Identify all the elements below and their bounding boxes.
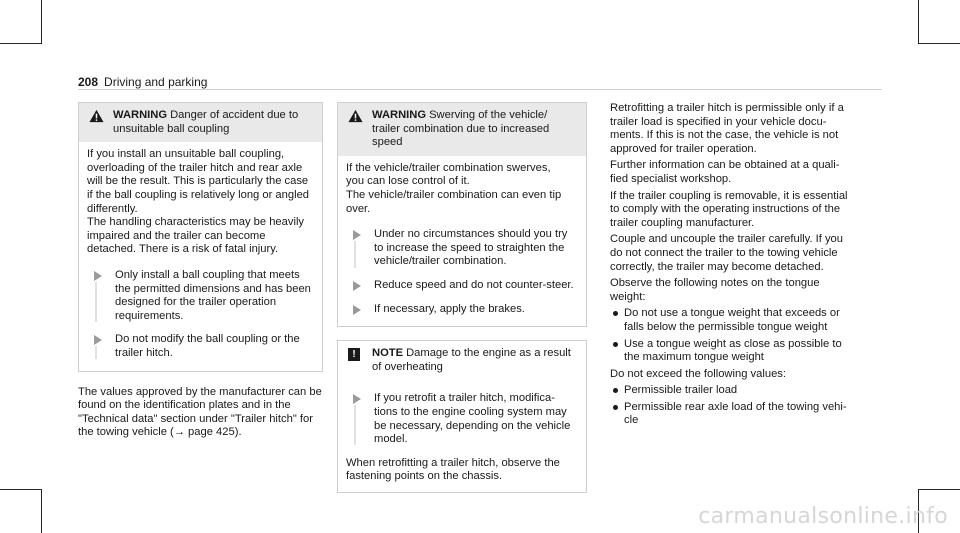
step-bar — [354, 241, 356, 268]
text-line: Under no circumstances should you try — [374, 228, 568, 241]
warning-paragraph — [87, 148, 314, 216]
text-line: Retrofitting a trailer hitch is permissible only if a — [610, 102, 844, 114]
crop-mark — [0, 489, 42, 490]
crop-mark — [41, 489, 42, 533]
list-item — [610, 307, 872, 334]
note-header — [338, 341, 586, 380]
list-item — [610, 384, 872, 398]
crop-mark — [918, 489, 960, 490]
text-line: do not connect the trailer to the towing vehicle — [610, 246, 838, 259]
crop-mark — [918, 0, 919, 44]
text-line: overloading of the trailer hitch and rear axle — [87, 161, 303, 174]
action-step — [346, 303, 578, 317]
warning-title: Danger of accident due to — [170, 109, 299, 121]
text-line: trailer load is specified in your vehicle docu- — [610, 115, 827, 128]
text-line: over. — [346, 202, 371, 215]
page-reference-link[interactable]: the towing vehicle (→ page 425). — [78, 426, 242, 439]
column-1 — [78, 102, 323, 440]
text-line: the permitted dimensions and has been — [115, 282, 311, 295]
text-line: ments. If this is not the case, the vehicle is not — [610, 129, 839, 142]
text-line: model. — [374, 433, 408, 446]
column-3 — [610, 102, 872, 428]
text-line: The handling characteristics may be heavily — [87, 216, 305, 229]
text-line: If you retrofit a trailer hitch, modifica- — [374, 392, 555, 405]
note-title: Damage to the engine as a result — [406, 347, 571, 360]
action-step — [346, 228, 578, 269]
note-keyword: NOTE — [372, 347, 404, 360]
section-title: Driving and parking — [104, 75, 208, 89]
action-step — [87, 333, 314, 360]
warning-paragraph — [346, 189, 578, 216]
arrow-right-icon — [353, 281, 361, 291]
warning-paragraph — [87, 216, 314, 257]
exclamation-icon: ! — [348, 348, 360, 361]
bullet-icon — [613, 388, 618, 393]
warning-title: Swerving of the vehicle/ — [429, 109, 548, 121]
crop-mark — [918, 43, 960, 44]
text-line: If necessary, apply the brakes. — [374, 302, 525, 315]
warning-header — [338, 103, 586, 156]
body-paragraph — [610, 277, 872, 304]
warning-header — [79, 103, 322, 142]
text-line: Do not exceed the following values: — [610, 367, 787, 380]
page-number: 208 — [78, 75, 99, 89]
text-line: cle — [624, 414, 639, 427]
watermark: carmanualsonline.info — [698, 504, 948, 529]
text-line: to increase the speed to straighten the — [374, 241, 565, 254]
text-line: Further information can be obtained at a quali- — [610, 159, 840, 172]
step-bar — [95, 346, 97, 359]
text-line: If you install an unsuitable ball coupling, — [87, 148, 285, 161]
text-line: vehicle/trailer combination. — [374, 255, 507, 268]
bullet-icon — [613, 311, 618, 316]
text-line: tions to the engine cooling system may — [374, 405, 567, 418]
text-line: you can lose control of it. — [346, 175, 470, 188]
text-line: The values approved by the manufacturer can be — [78, 385, 322, 398]
text-line: differently. — [87, 202, 138, 215]
action-step — [346, 279, 578, 293]
warning-title: speed — [372, 136, 403, 149]
text-line: Permissible trailer load — [624, 384, 738, 397]
column-2 — [337, 102, 587, 493]
action-step — [346, 392, 578, 446]
text-line: If the trailer coupling is removable, it is essential — [610, 189, 848, 202]
text-line: If the vehicle/trailer combination swerves, — [346, 161, 551, 174]
note-body — [338, 380, 586, 492]
text-line: Do not use a tongue weight that exceeds or — [624, 307, 840, 320]
text-line: fastening points on the chassis. — [346, 470, 503, 483]
text-line: fied specialist workshop. — [610, 172, 732, 185]
bullet-icon — [613, 405, 618, 410]
text-line: When retrofitting a trailer hitch, observe the — [346, 456, 560, 469]
action-step — [87, 269, 314, 323]
step-bar — [354, 405, 356, 445]
warning-triangle-icon — [89, 109, 104, 123]
text-line: trailer coupling manufacturer. — [610, 216, 755, 229]
text-line: Observe the following notes on the tongue — [610, 277, 820, 290]
warning-keyword: WARNING — [113, 109, 168, 121]
warning-triangle-icon — [348, 109, 363, 123]
crop-mark — [0, 43, 42, 44]
text-line: be necessary, depending on the vehicle — [374, 419, 571, 432]
text-line: designed for the trailer operation — [115, 296, 277, 309]
bullet-icon — [613, 342, 618, 347]
body-paragraph — [610, 102, 872, 156]
page-header — [78, 75, 207, 89]
warning-title: trailer combination due to increased — [372, 122, 550, 135]
text-line: Use a tongue weight as close as possible to — [624, 337, 842, 350]
text-line: weight: — [610, 290, 646, 303]
list-item — [610, 338, 872, 365]
header-divider — [78, 89, 882, 90]
note-box-engine — [337, 340, 587, 493]
warning-box-ball-coupling — [78, 102, 323, 372]
text-line: approved for trailer operation. — [610, 142, 757, 155]
text-line: Only install a ball coupling that meets — [115, 268, 300, 281]
text-line: correctly, the trailer may become detached. — [610, 260, 824, 273]
warning-paragraph — [346, 162, 578, 189]
arrow-right-icon — [94, 335, 102, 345]
text-line: detached. There is a risk of fatal injury. — [87, 243, 279, 256]
text-line: if the ball coupling is relatively long or angled — [87, 188, 310, 201]
text-line: The vehicle/trailer combination can even tip — [346, 188, 562, 201]
body-paragraph — [610, 368, 872, 382]
warning-body — [338, 156, 586, 326]
text-line: Couple and uncouple the trailer carefully. If you — [610, 233, 844, 246]
body-paragraph — [610, 159, 872, 186]
text-line: Do not modify the ball coupling or the — [115, 333, 300, 346]
arrow-right-icon — [94, 271, 102, 281]
text-line: falls below the permissible tongue weight — [624, 320, 828, 333]
text-line: found on the identification plates and in the — [78, 399, 291, 412]
text-line: impaired and the trailer can become — [87, 229, 266, 242]
arrow-right-icon — [353, 305, 361, 315]
text-line: Reduce speed and do not counter-steer. — [374, 278, 574, 291]
text-line: Permissible rear axle load of the towing vehi- — [624, 400, 847, 413]
body-paragraph — [610, 190, 872, 231]
list-item — [610, 401, 872, 428]
text-line: the maximum tongue weight — [624, 351, 764, 364]
note-paragraph — [346, 457, 578, 484]
text-line: to comply with the operating instructions of the — [610, 203, 841, 216]
warning-box-swerving — [337, 102, 587, 327]
warning-body — [79, 142, 322, 370]
warning-keyword: WARNING — [372, 109, 427, 121]
body-paragraph — [610, 233, 872, 274]
note-title: of overheating — [372, 360, 443, 373]
text-line: "Technical data" section under "Trailer hitch" for — [78, 412, 313, 425]
text-line: requirements. — [115, 309, 184, 322]
arrow-right-icon — [353, 394, 361, 404]
text-line: will be the result. This is particularly the case — [87, 175, 309, 188]
step-bar — [95, 282, 97, 322]
arrow-right-icon — [353, 230, 361, 240]
body-paragraph — [78, 386, 323, 440]
crop-mark — [41, 0, 42, 44]
text-line: trailer hitch. — [115, 346, 173, 359]
warning-title: unsuitable ball coupling — [113, 122, 230, 135]
